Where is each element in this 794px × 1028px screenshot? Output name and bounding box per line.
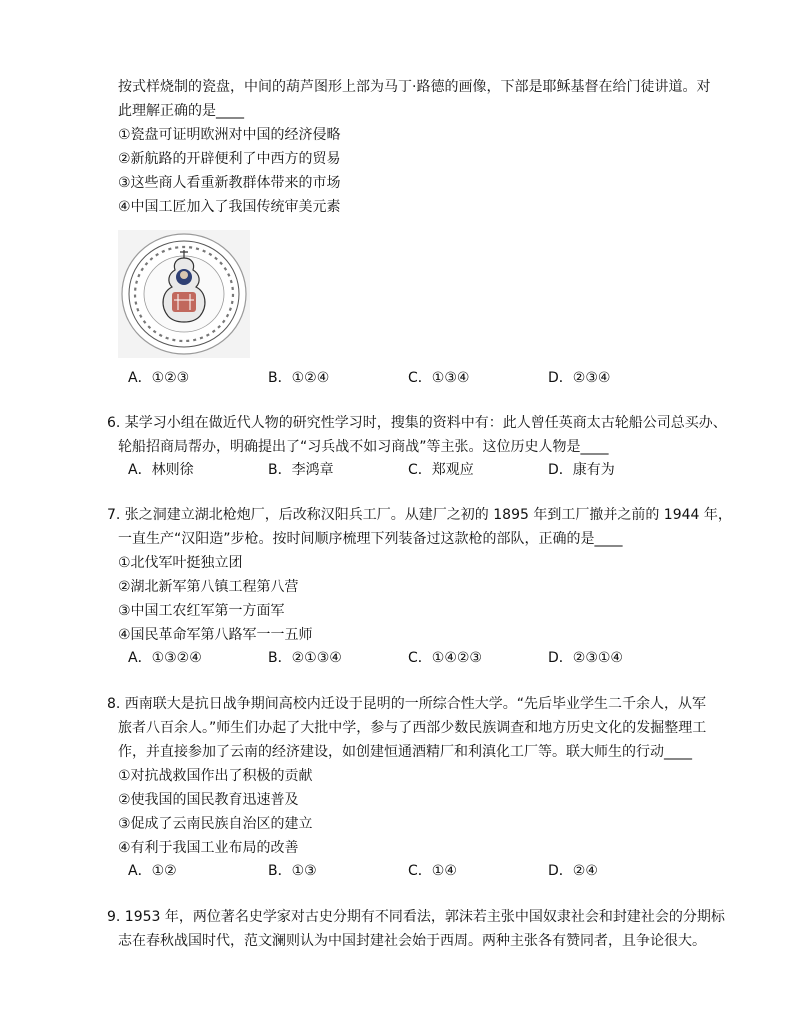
q5-option-b[interactable]: B．①②④ [268,370,330,386]
q7-item-4: ④国民革命军第八路军一一五师 [118,627,313,643]
q5-options [128,368,688,388]
q6-option-d[interactable]: D．康有为 [548,462,615,478]
q5-item-4: ④中国工匠加入了我国传统审美元素 [118,199,341,215]
q6-stem-line1: 6. 某学习小组在做近代人物的研究性学习时，搜集的资料中有：此人曾任英商太古轮船公司总买办、 [107,415,727,431]
q5-option-a[interactable]: A．①②③ [128,370,190,386]
q8-item-2: ②使我国的国民教育迅速普及 [118,792,299,808]
q9-stem-line2: 志在春秋战国时代，范文澜则认为中国封建社会始于西周。两种主张各有赞同者，且争论很大。 [118,933,706,949]
q8-stem-line2: 旅者八百余人。”师生们办起了大批中学，参与了西部少数民族调查和地方历史文化的发掘整理工 [118,720,707,736]
q8-option-a[interactable]: A．①② [128,863,177,879]
q8-item-4: ④有利于我国工业布局的改善 [118,840,299,856]
q8-item-3: ③促成了云南民族自治区的建立 [118,816,313,832]
q7-options [128,648,688,668]
q7-item-3: ③中国工农红军第一方面军 [118,603,285,619]
q5-option-c[interactable]: C．①③④ [408,370,470,386]
q7-option-d[interactable]: D．②③①④ [548,650,623,666]
q6-option-b[interactable]: B．李鸿章 [268,462,334,478]
q6-option-a[interactable]: A．林则徐 [128,462,194,478]
q5-item-3: ③这些商人看重新教群体带来的市场 [118,175,341,191]
q7-stem-line2: 一直生产“汉阳造”步枪。按时间顺序梳理下列装备过这款枪的部队，正确的是____ [118,531,623,547]
porcelain-plate-image [118,230,250,358]
q7-option-b[interactable]: B．②①③④ [268,650,342,666]
q8-stem-line1: 8. 西南联大是抗日战争期间高校内迁设于昆明的一所综合性大学。“先后毕业学生二千余人，从军 [107,696,707,712]
q8-stem-line3: 作，并直接参加了云南的经济建设，如创建恒通酒精厂和利滇化工厂等。联大师生的行动____ [118,744,692,760]
q8-option-b[interactable]: B．①③ [268,863,317,879]
q8-option-d[interactable]: D．②④ [548,863,598,879]
q8-item-1: ①对抗战救国作出了积极的贡献 [118,768,313,784]
q6-option-c[interactable]: C．郑观应 [408,462,474,478]
q7-option-c[interactable]: C．①④②③ [408,650,482,666]
q8-option-c[interactable]: C．①④ [408,863,457,879]
q5-option-d[interactable]: D．②③④ [548,370,611,386]
q5-item-2: ②新航路的开辟便利了中西方的贸易 [118,151,341,167]
q6-stem-line2: 轮船招商局帮办，明确提出了“习兵战不如习商战”等主张。这位历史人物是____ [118,439,609,455]
q5-item-1: ①瓷盘可证明欧洲对中国的经济侵略 [118,127,341,143]
q7-item-2: ②湖北新军第八镇工程第八营 [118,579,299,595]
q5-stem-line1: 按式样烧制的瓷盘，中间的葫芦图形上部为马丁·路德的画像，下部是耶稣基督在给门徒讲道。对 [118,79,711,95]
q7-option-a[interactable]: A．①③②④ [128,650,202,666]
q7-stem-line1: 7. 张之洞建立湖北枪炮厂，后改称汉阳兵工厂。从建厂之初的 1895 年到工厂撤并之前的 1944 年， [107,507,732,523]
q6-options [128,460,688,480]
q5-stem-line2: 此理解正确的是____ [118,103,244,119]
q8-options [128,861,688,881]
q7-item-1: ①北伐军叶挺独立团 [118,555,243,571]
q9-stem-line1: 9. 1953 年，两位著名史学家对古史分期有不同看法，郭沫若主张中国奴隶社会和封建社会的分期标 [107,909,725,925]
